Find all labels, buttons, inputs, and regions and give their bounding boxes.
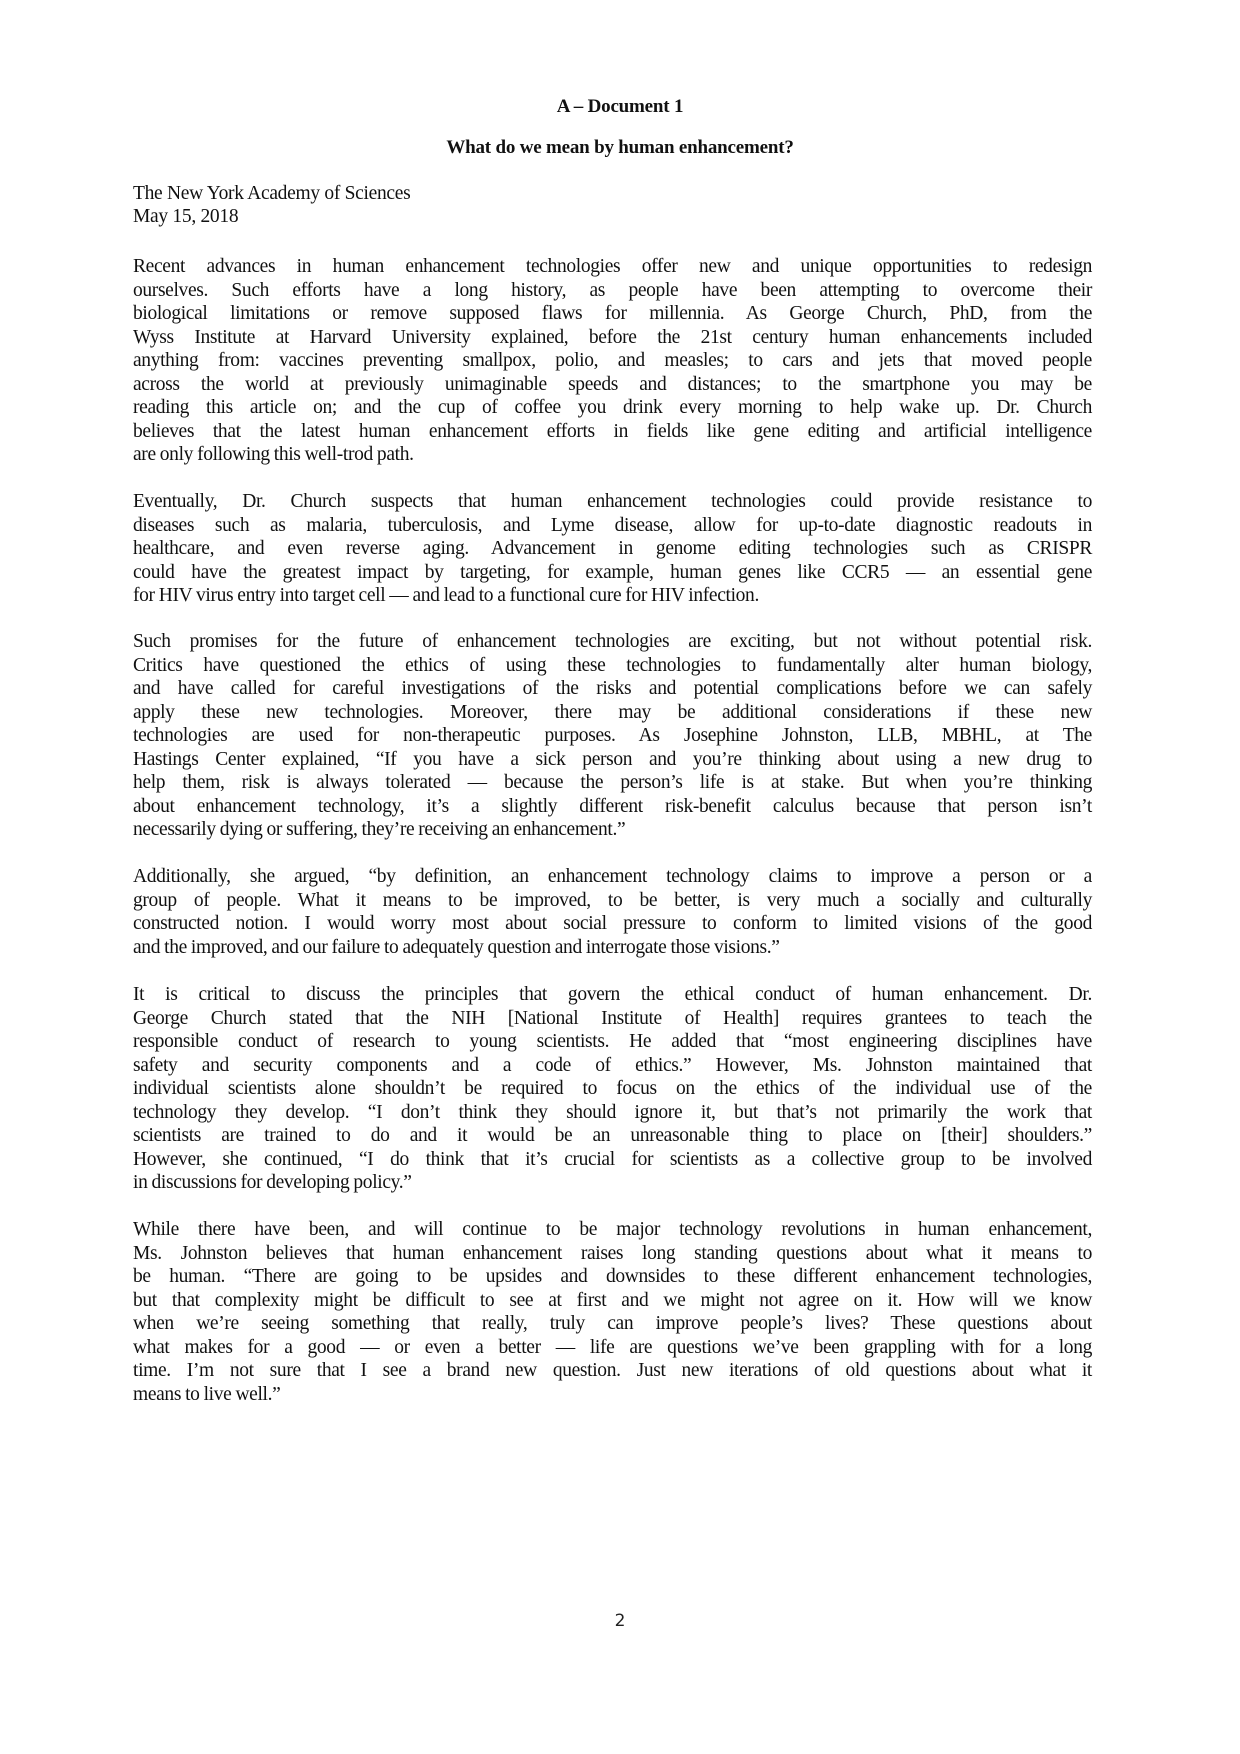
text-line: ourselves. Such efforts have a long history, as people have been attempting to overcome their (133, 279, 1092, 301)
text-line: Ms. Johnston believes that human enhancement raises long standing questions about what it means to (133, 1242, 1092, 1264)
paragraph-3 (133, 630, 1092, 842)
text-line: when we’re seeing something that really, truly can improve people’s lives? These questions about (133, 1313, 1092, 1334)
paragraph-2 (133, 490, 1092, 608)
page-number: 2 (614, 1611, 626, 1631)
text-line: scientists are trained to do and it would be an unreasonable thing to place on [their] shoulders.” (133, 1125, 1092, 1146)
text-line: could have the greatest impact by targeting, for example, human genes like CCR5 — an essential gene (133, 561, 1092, 583)
text-line: Recent advances in human enhancement technologies offer new and unique opportunities to redesign (133, 256, 1092, 277)
text-line: what makes for a good — or even a better — life are questions we’ve been grappling with for a long (133, 1336, 1092, 1358)
text-line: diseases such as malaria, tuberculosis, and Lyme disease, allow for up-to-date diagnostic readouts in (133, 514, 1092, 536)
text-line: means to live well.” (133, 1383, 281, 1405)
text-line: Wyss Institute at Harvard University explained, before the 21st century human enhancements included (133, 326, 1092, 348)
document-heading: A – Document 1 (556, 96, 684, 117)
text-line: individual scientists alone shouldn’t be required to focus on the ethics of the individual use of the (133, 1078, 1092, 1099)
text-line: constructed notion. I would worry most about social pressure to conform to limited visions of the good (133, 913, 1092, 934)
date-line: May 15, 2018 (133, 206, 239, 227)
text-line: healthcare, and even reverse aging. Advancement in genome editing technologies such as CRISPR (133, 538, 1092, 559)
text-line: biological limitations or remove supposed flaws for millennia. As George Church, PhD, from the (133, 303, 1092, 324)
text-line: responsible conduct of research to young scientists. He added that “most engineering disciplines have (133, 1031, 1092, 1052)
text-line: anything from: vaccines preventing smallpox, polio, and measles; to cars and jets that moved people (133, 350, 1092, 371)
text-line: about enhancement technology, it’s a slightly different risk-benefit calculus because that person isn’t (133, 795, 1092, 817)
text-line: and have called for careful investigations of the risks and potential complications before we can safely (133, 678, 1092, 699)
paragraph-1 (133, 255, 1092, 467)
text-line: necessarily dying or suffering, they’re receiving an enhancement.” (133, 819, 626, 840)
text-line: time. I’m not sure that I see a brand new question. Just new iterations of old questions about what it (133, 1360, 1092, 1381)
text-line: apply these new technologies. Moreover, there may be additional considerations if these new (133, 701, 1092, 723)
text-line: be human. “There are going to be upsides and downsides to these different enhancement technologies, (133, 1266, 1092, 1287)
text-line: George Church stated that the NIH [National Institute of Health] requires grantees to teach the (133, 1007, 1092, 1029)
text-line: technologies are used for non-therapeutic purposes. As Josephine Johnston, LLB, MBHL, at The (133, 725, 1092, 746)
text-line: However, she continued, “I do think that it’s crucial for scientists as a collective group to be involved (133, 1148, 1092, 1170)
text-line: in discussions for developing policy.” (133, 1172, 412, 1193)
text-line: across the world at previously unimaginable speeds and distances; to the smartphone you may be (133, 373, 1092, 395)
text-line: for HIV virus entry into target cell — and lead to a functional cure for HIV infection. (133, 585, 759, 606)
text-line: but that complexity might be difficult to see at first and we might not agree on it. How will we know (133, 1289, 1092, 1311)
text-line: reading this article on; and the cup of coffee you drink every morning to help wake up. Dr. Church (133, 397, 1092, 418)
text-line: technology they develop. “I don’t think they should ignore it, but that’s not primarily the work that (133, 1101, 1092, 1123)
text-line: Such promises for the future of enhancement technologies are exciting, but not without potential risk. (133, 631, 1092, 652)
text-line: are only following this well-trod path. (133, 444, 414, 465)
document-subtitle: What do we mean by human enhancement? (446, 137, 794, 158)
text-line: Eventually, Dr. Church suspects that human enhancement technologies could provide resistance to (133, 491, 1092, 512)
source-line: The New York Academy of Sciences (133, 183, 411, 204)
paragraph-4 (133, 865, 1092, 959)
text-line: help them, risk is always tolerated — because the person’s life is at stake. But when you’re thinking (133, 772, 1092, 793)
text-line: group of people. What it means to be improved, to be better, is very much a socially and culturally (133, 889, 1092, 911)
paragraph-6 (133, 1218, 1092, 1406)
text-line: believes that the latest human enhancement efforts in fields like gene editing and artificial intelligence (133, 420, 1092, 442)
text-line: While there have been, and will continue to be major technology revolutions in human enhancement, (133, 1219, 1092, 1240)
text-line: It is critical to discuss the principles that govern the ethical conduct of human enhancement. Dr. (133, 984, 1092, 1005)
text-line: and the improved, and our failure to adequately question and interrogate those visions.” (133, 936, 780, 958)
paragraph-5 (133, 983, 1092, 1195)
text-line: Hastings Center explained, “If you have a sick person and you’re thinking about using a new drug to (133, 748, 1092, 770)
text-line: safety and security components and a code of ethics.” However, Ms. Johnston maintained that (133, 1054, 1092, 1076)
text-line: Additionally, she argued, “by definition, an enhancement technology claims to improve a person or a (133, 866, 1092, 887)
text-line: Critics have questioned the ethics of using these technologies to fundamentally alter human biology, (133, 654, 1092, 676)
